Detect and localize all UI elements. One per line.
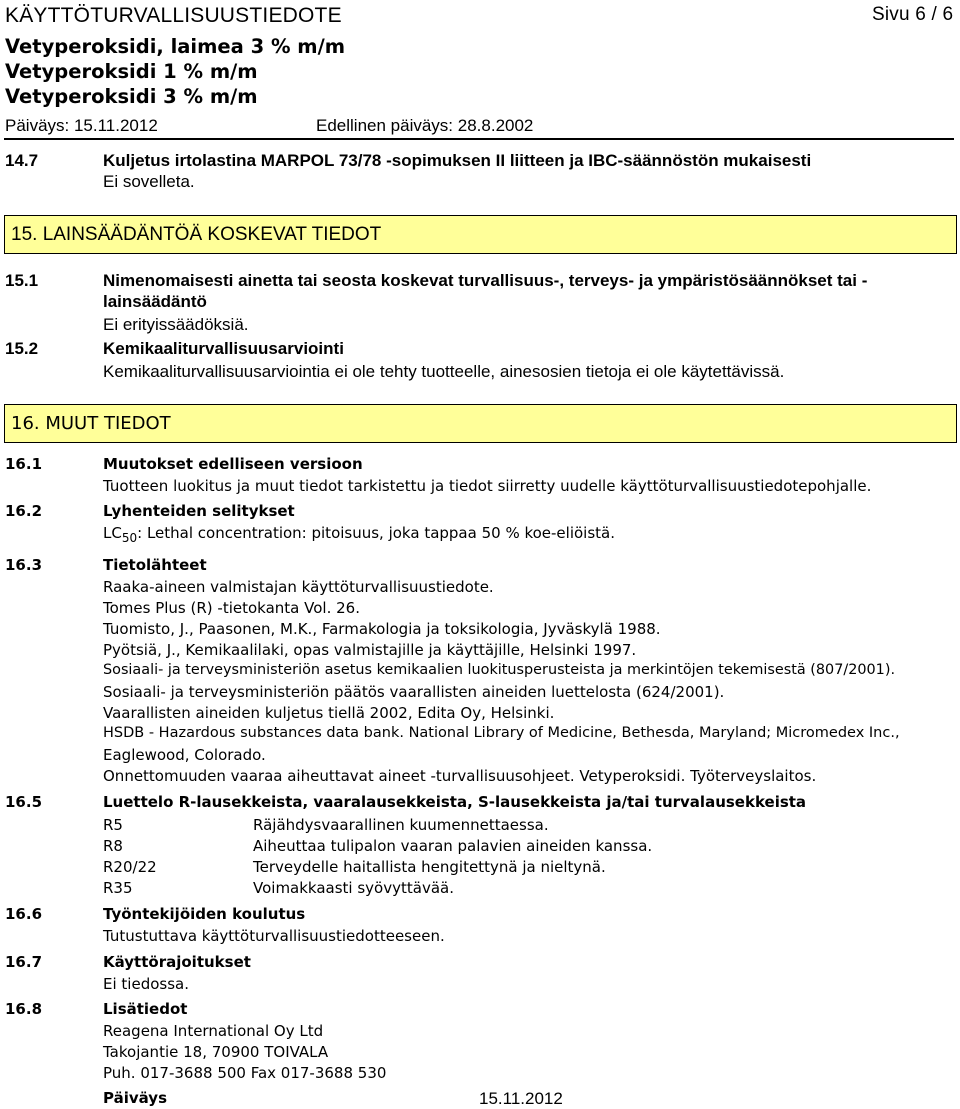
section-16-6-title: Työntekijöiden koulutus bbox=[103, 905, 306, 923]
section-16-1-title: Muutokset edelliseen versioon bbox=[103, 455, 363, 473]
product-title-2: Vetyperoksidi 1 % m/m bbox=[5, 60, 258, 83]
section-15-2-text: Kemikaaliturvallisuusarviointia ei ole tehty tuotteelle, ainesosien tietoja ei ole käytettävissä. bbox=[103, 362, 785, 381]
source-line: Sosiaali- ja terveysministeriön asetus kemikaalien luokitusperusteista ja merkintöjen tekemisestä (807/2001). bbox=[103, 662, 896, 678]
r-phrase-code: R5 bbox=[103, 816, 123, 834]
r-phrase-text: Voimakkaasti syövyttävää. bbox=[253, 879, 454, 897]
section-14-7-title: Kuljetus irtolastina MARPOL 73/78 -sopimuksen II liitteen ja IBC-säännöstön mukaisesti bbox=[103, 151, 812, 170]
section-15-banner bbox=[4, 215, 957, 254]
previous-date: Edellinen päiväys: 28.8.2002 bbox=[316, 116, 534, 135]
section-16-banner bbox=[4, 404, 957, 443]
product-title-1: Vetyperoksidi, laimea 3 % m/m bbox=[5, 35, 346, 58]
issue-date: Päiväys: 15.11.2012 bbox=[5, 116, 158, 135]
section-16-3-number: 16.3 bbox=[5, 556, 43, 574]
source-line: Tuomisto, J., Paasonen, M.K., Farmakologia ja toksikologia, Jyväskylä 1988. bbox=[103, 620, 661, 638]
section-16-1-number: 16.1 bbox=[5, 455, 43, 473]
section-16-7-number: 16.7 bbox=[5, 953, 43, 971]
company-name: Reagena International Oy Ltd bbox=[103, 1022, 324, 1040]
section-15-1-text: Ei erityissäädöksiä. bbox=[103, 315, 249, 334]
section-16-3-title: Tietolähteet bbox=[103, 556, 207, 574]
footer-date-label: Päiväys bbox=[103, 1089, 167, 1107]
section-15-heading: 15. LAINSÄÄDÄNTÖÄ KOSKEVAT TIEDOT bbox=[11, 224, 382, 245]
company-phone: Puh. 017-3688 500 Fax 017-3688 530 bbox=[103, 1064, 387, 1082]
section-15-2-number: 15.2 bbox=[5, 339, 39, 358]
r-phrase-text: Terveydelle haitallista hengitettynä ja nieltynä. bbox=[253, 858, 606, 876]
section-15-2-title: Kemikaaliturvallisuusarviointi bbox=[103, 339, 344, 358]
r-phrase-text: Aiheuttaa tulipalon vaaran palavien aineiden kanssa. bbox=[253, 837, 653, 855]
section-16-6-text: Tutustuttava käyttöturvallisuustiedotteeseen. bbox=[103, 927, 445, 945]
section-16-1-text: Tuotteen luokitus ja muut tiedot tarkistettu ja tiedot siirretty uudelle käyttöturvallisuustiedotepohjalle. bbox=[103, 477, 872, 495]
document-type: KÄYTTÖTURVALLISUUSTIEDOTE bbox=[5, 4, 342, 27]
product-title-3: Vetyperoksidi 3 % m/m bbox=[5, 85, 258, 108]
source-line: Tomes Plus (R) -tietokanta Vol. 26. bbox=[103, 599, 360, 617]
section-14-7-number: 14.7 bbox=[5, 151, 39, 170]
section-16-8-number: 16.8 bbox=[5, 1000, 43, 1018]
section-16-8-title: Lisätiedot bbox=[103, 1000, 188, 1018]
section-16-2-title: Lyhenteiden selitykset bbox=[103, 502, 295, 520]
lc-subscript: 50 bbox=[121, 531, 138, 545]
r-phrase-code: R35 bbox=[103, 879, 133, 897]
section-16-5-number: 16.5 bbox=[5, 793, 43, 811]
section-16-7-text: Ei tiedossa. bbox=[103, 975, 189, 993]
section-16-2-text bbox=[103, 524, 615, 545]
section-16-6-number: 16.6 bbox=[5, 905, 43, 923]
source-line: Sosiaali- ja terveysministeriön päätös vaarallisten aineiden luettelosta (624/2001). bbox=[103, 683, 725, 701]
source-line: Onnettomuuden vaaraa aiheuttavat aineet -turvallisuusohjeet. Vetyperoksidi. Työterveyslaitos. bbox=[103, 767, 817, 785]
section-16-7-title: Käyttörajoitukset bbox=[103, 953, 251, 971]
r-phrase-code: R8 bbox=[103, 837, 123, 855]
page-number: Sivu 6 / 6 bbox=[872, 4, 954, 25]
lc-label: LC bbox=[103, 524, 122, 542]
source-line: Vaarallisten aineiden kuljetus tiellä 2002, Edita Oy, Helsinki. bbox=[103, 704, 555, 722]
r-phrase-code: R20/22 bbox=[103, 858, 157, 876]
section-16-2-number: 16.2 bbox=[5, 502, 43, 520]
r-phrase-text: Räjähdysvaarallinen kuumennettaessa. bbox=[253, 816, 549, 834]
source-line: Eaglewood, Colorado. bbox=[103, 746, 266, 764]
lc-definition: : Lethal concentration: pitoisuus, joka tappaa 50 % koe-eliöistä. bbox=[137, 524, 615, 542]
source-line: HSDB - Hazardous substances data bank. National Library of Medicine, Bethesda, Maryland; Micromedex Inc., bbox=[103, 725, 900, 741]
source-line: Pyötsiä, J., Kemikaalilaki, opas valmistajille ja käyttäjille, Helsinki 1997. bbox=[103, 641, 637, 659]
section-16-5-title: Luettelo R-lausekkeista, vaaralausekkeista, S-lausekkeista ja/tai turvalausekkeista bbox=[103, 793, 807, 811]
section-15-1-number: 15.1 bbox=[5, 271, 39, 290]
header-divider bbox=[4, 138, 954, 140]
source-line: Raaka-aineen valmistajan käyttöturvallisuustiedote. bbox=[103, 578, 494, 596]
section-14-7-text: Ei sovelleta. bbox=[103, 172, 195, 191]
company-address: Takojantie 18, 70900 TOIVALA bbox=[103, 1043, 329, 1061]
section-15-1-title-line2: lainsäädäntö bbox=[103, 292, 207, 311]
section-16-heading: 16. MUUT TIEDOT bbox=[11, 413, 171, 434]
footer-date: 15.11.2012 bbox=[479, 1089, 563, 1108]
section-15-1-title-line1: Nimenomaisesti ainetta tai seosta koskevat turvallisuus-, terveys- ja ympäristösäännökset tai - bbox=[103, 271, 868, 290]
